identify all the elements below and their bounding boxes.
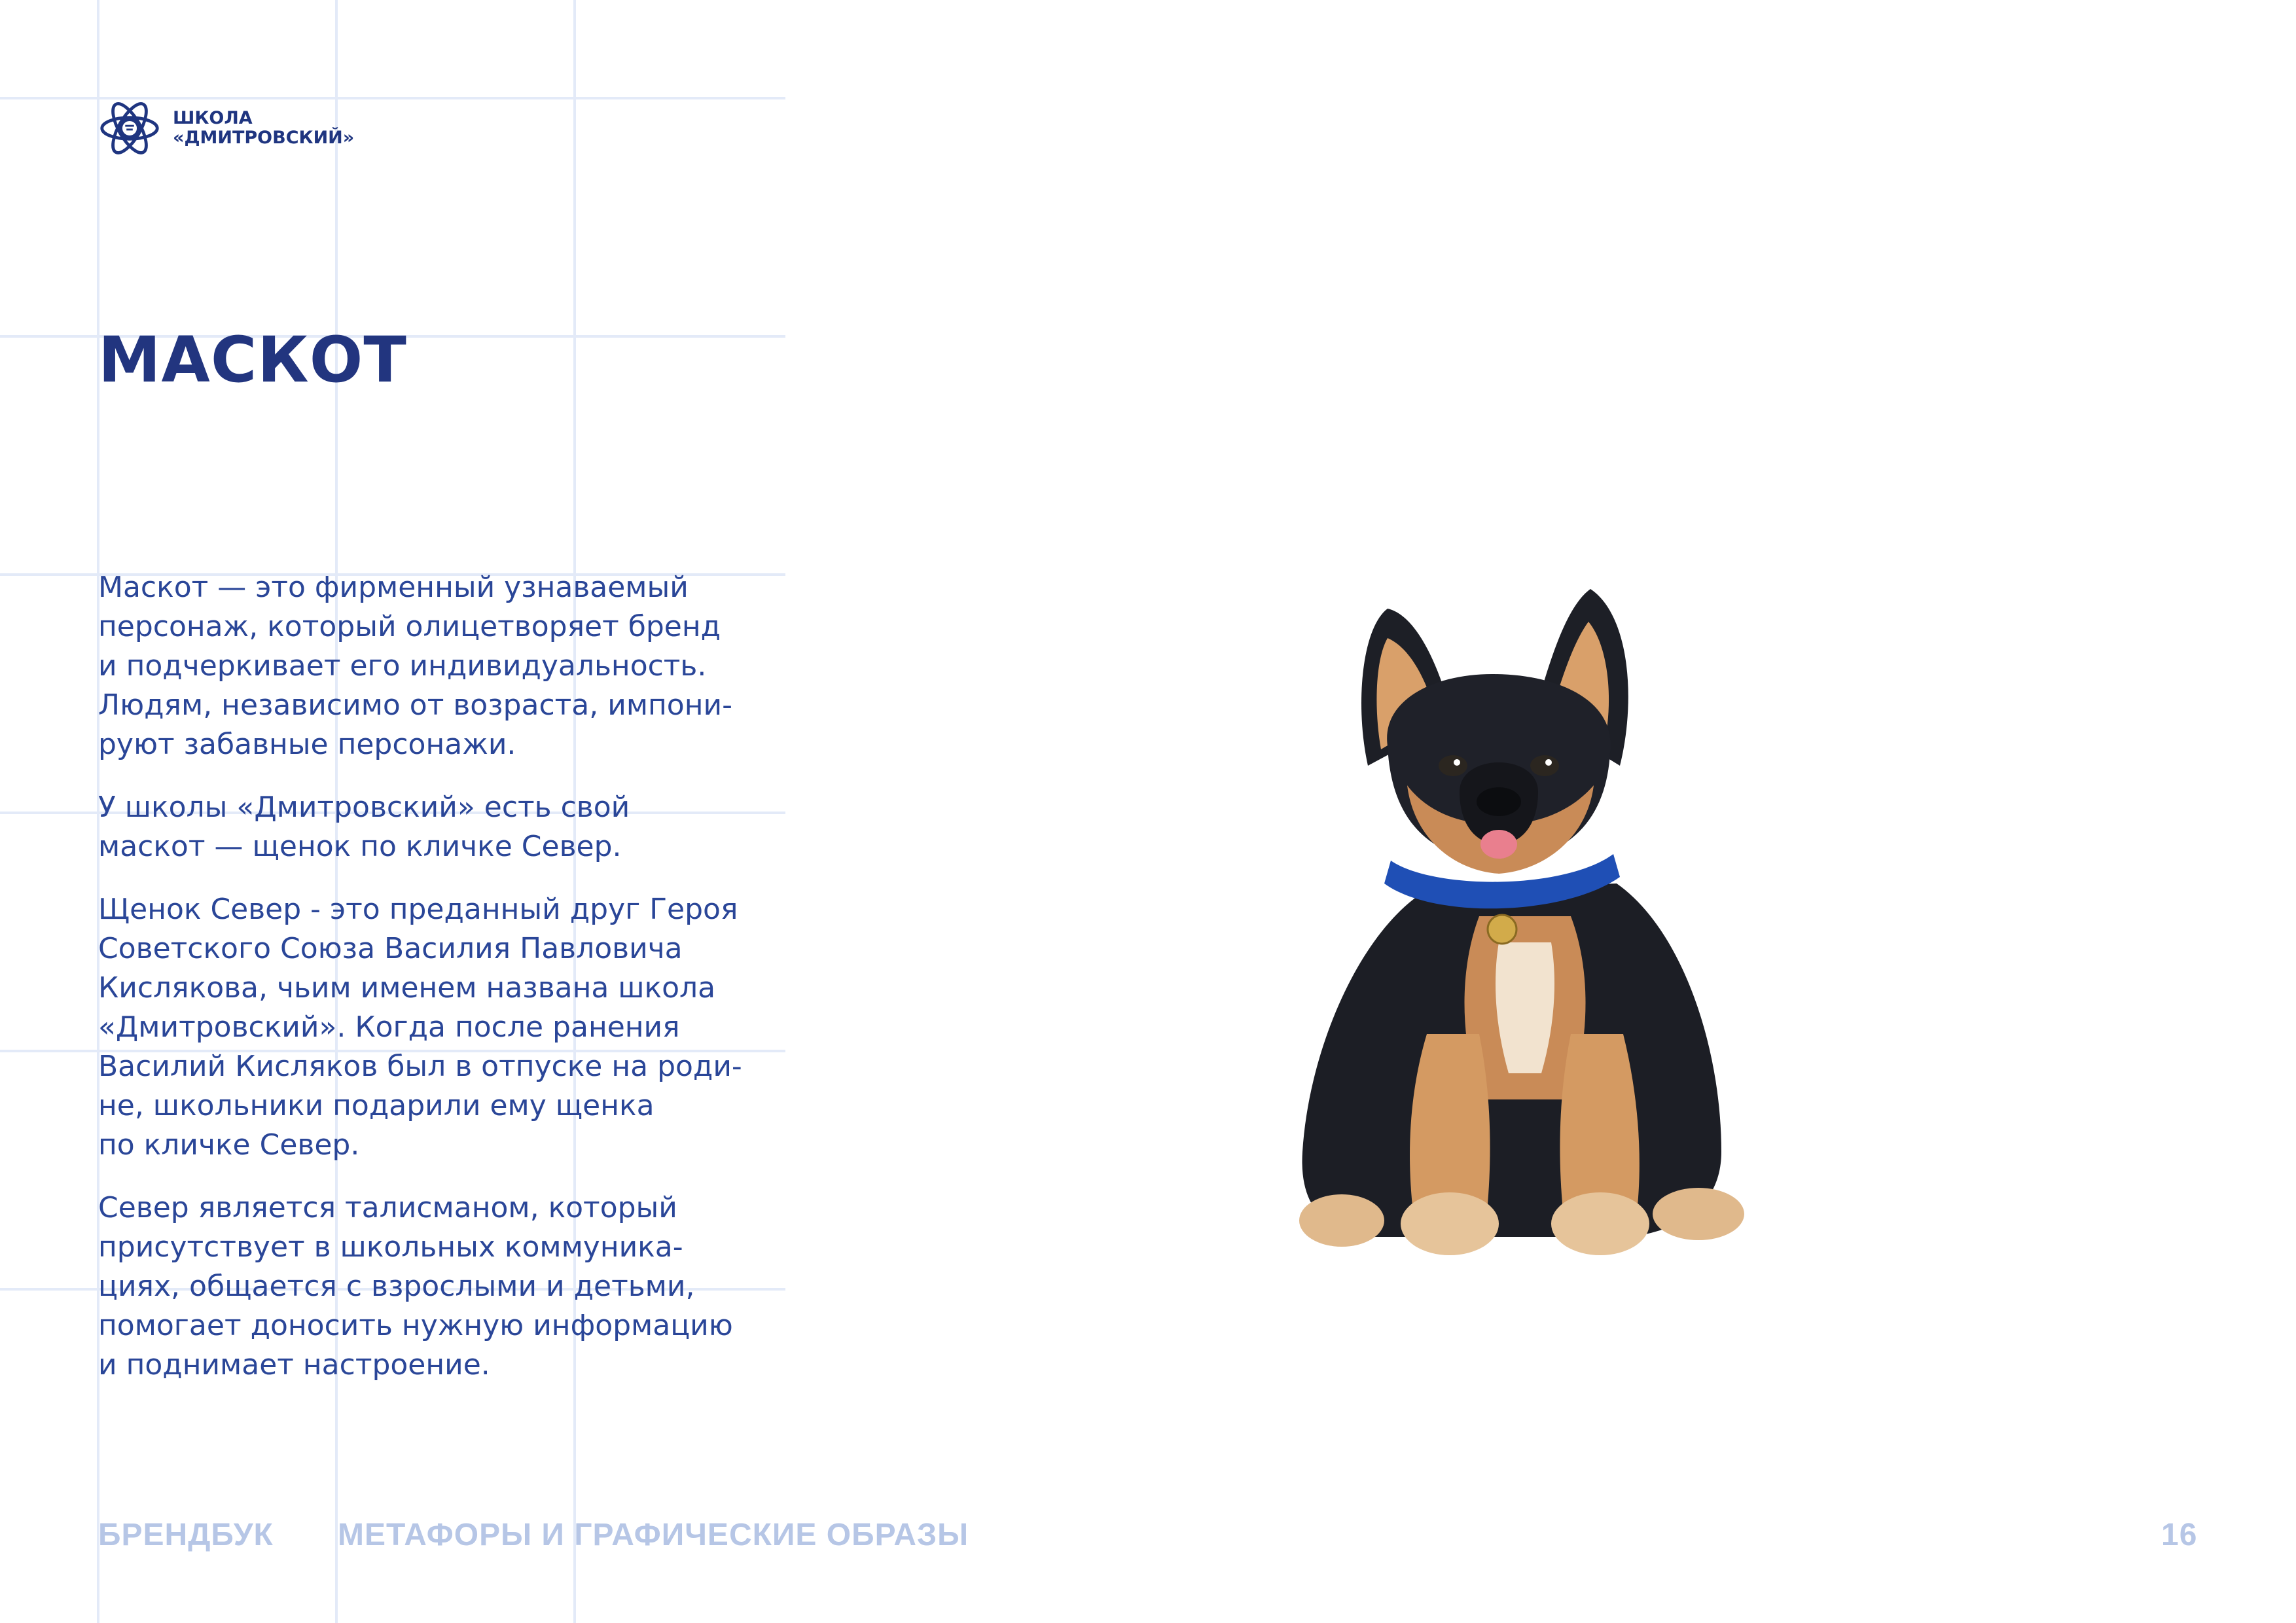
body-text	[98, 568, 798, 1408]
left-eye	[1439, 755, 1467, 776]
logo-wordmark	[173, 109, 354, 148]
page-number: 16	[2161, 1518, 2198, 1552]
logo-line-1: ШКОЛА	[173, 108, 253, 128]
right-front-paw	[1551, 1192, 1649, 1255]
page-title: МАСКОТ	[98, 323, 407, 397]
tongue	[1480, 830, 1517, 859]
left-front-paw	[1401, 1192, 1499, 1255]
right-eye	[1530, 755, 1559, 776]
paragraph-history: Щенок Север - это преданный друг Героя Советского Союза Василия Павловича Кислякова, чьим именем названа школа «Дмитровский». Когда после ранения Василий Кисляков был в отпуске на роди- не, школьники подарили ему щенка по кличке Север.	[98, 893, 742, 1162]
school-logo	[98, 97, 354, 160]
mascot-puppy-illustration	[1263, 576, 1761, 1302]
collar-medal	[1488, 915, 1516, 944]
footer-section-title: МЕТАФОРЫ И ГРАФИЧЕСКИЕ ОБРАЗЫ	[338, 1518, 969, 1552]
footer-brandbook: БРЕНДБУК	[98, 1518, 274, 1552]
paragraph-definition: Маскот — это фирменный узнаваемый персонаж, который олицетворяет бренд и подчеркивает его индивидуальность. Людям, независимо от возраста, импони- руют забавные персонажи.	[98, 571, 732, 761]
atom-emblem-icon	[98, 97, 161, 160]
logo-line-2: «ДМИТРОВСКИЙ»	[173, 128, 355, 148]
paragraph-role: Север является талисманом, который присутствует в школьных коммуника- циях, общается с взрослыми и детьми, помогает доносить нужную информацию и поднимает настроение.	[98, 1191, 733, 1382]
left-hind-paw	[1299, 1194, 1384, 1247]
right-hind-paw	[1653, 1188, 1744, 1240]
paragraph-school-mascot: У школы «Дмитровский» есть свой маскот — щенок по кличке Север.	[98, 791, 630, 863]
nose	[1477, 787, 1521, 816]
